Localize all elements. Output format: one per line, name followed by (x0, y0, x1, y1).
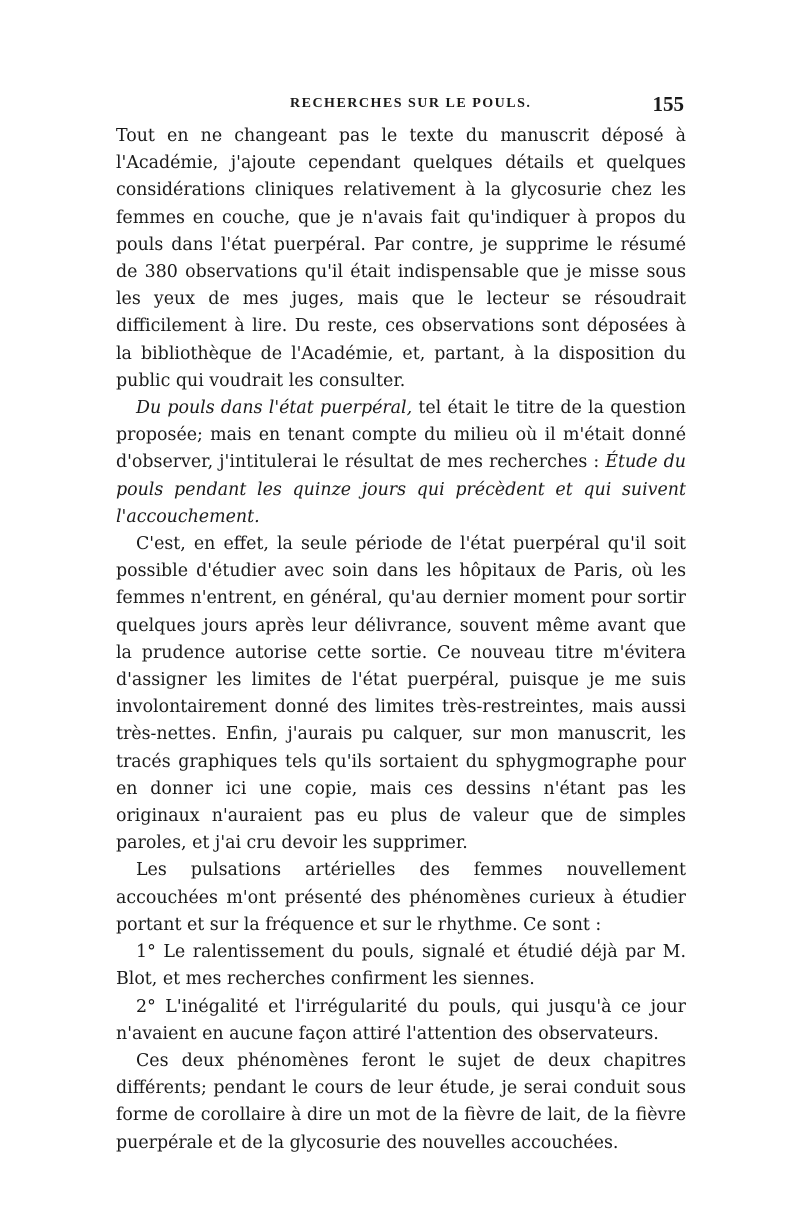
italic-question-title: Du pouls dans l'état puerpéral, (136, 398, 413, 419)
page-number: 155 (652, 92, 684, 116)
paragraph-title-note (116, 395, 686, 531)
running-head (116, 94, 686, 124)
body-text (116, 123, 686, 1157)
italic-study-title: Étude du pouls pendant les quinze jours qui précèdent et qui suivent l'accouchement. (116, 452, 687, 527)
paragraph-chapters: Ces deux phénomènes feront le sujet de deux chapitres différents; pendant le cours de leur étude, je serai conduit sous forme de corollaire à dire un mot de la fièvre de lait, de la fièvre puerpérale et de la glycosurie des nouvelles accouchées. (116, 1050, 686, 1153)
list-item-2: 2° L'inégalité et l'irrégularité du pouls, qui jusqu'à ce jour n'avaient en aucune façon attiré l'attention des observateurs. (116, 996, 686, 1044)
list-item-1: 1° Le ralentissement du pouls, signalé et étudié déjà par M. Blot, et mes recherches confirment les siennes. (116, 942, 686, 990)
paragraph-title-note-text: tel était le titre de la question proposée; mais en tenant compte du milieu où il m'était donné d'observer, j'intitulerai le résultat de mes recherches : (116, 398, 686, 473)
paragraph-period: C'est, en effet, la seule période de l'état puerpéral qu'il soit possible d'étudier avec soin dans les hôpitaux de Paris, où les femmes n'entrent, en général, qu'au dernier moment pour sortir quelques jours après leur délivrance, souvent même avant que la prudence autorise cette sortie. Ce nouveau titre m'évitera d'assigner les limites de l'état puerpéral, puisque je me suis involontairement donné des limites très-restreintes, mais aussi très-nettes. Enfin, j'aurais pu calquer, sur mon manuscrit, les tracés graphiques tels qu'ils sortaient du sphygmographe pour en donner ici une copie, mais ces dessins n'étant pas les originaux n'auraient pas eu plus de valeur que de simples paroles, et j'ai cru devoir les supprimer. (116, 534, 686, 854)
running-title: RECHERCHES SUR LE POULS. (290, 96, 532, 111)
paragraph-intro: Tout en ne changeant pas le texte du manuscrit déposé à l'Académie, j'ajoute cependant quelques détails et quelques considérations cliniques relativement à la glycosurie chez les femmes en couche, que je n'avais fait qu'indiquer à propos du pouls dans l'état puerpéral. Par contre, je supprime le résumé de 380 observations qu'il était indispensable que je misse sous les yeux de mes juges, mais que le lecteur se résoudrait difficilement à lire. Du reste, ces observations sont déposées à la bibliothèque de l'Académie, et, partant, à la disposition du public qui voudrait les consulter. (116, 126, 686, 391)
paragraph-pulsations: Les pulsations artérielles des femmes nouvellement accouchées m'ont présenté des phénomènes curieux à étudier portant et sur la fréquence et sur le rhythme. Ce sont : (116, 860, 686, 935)
